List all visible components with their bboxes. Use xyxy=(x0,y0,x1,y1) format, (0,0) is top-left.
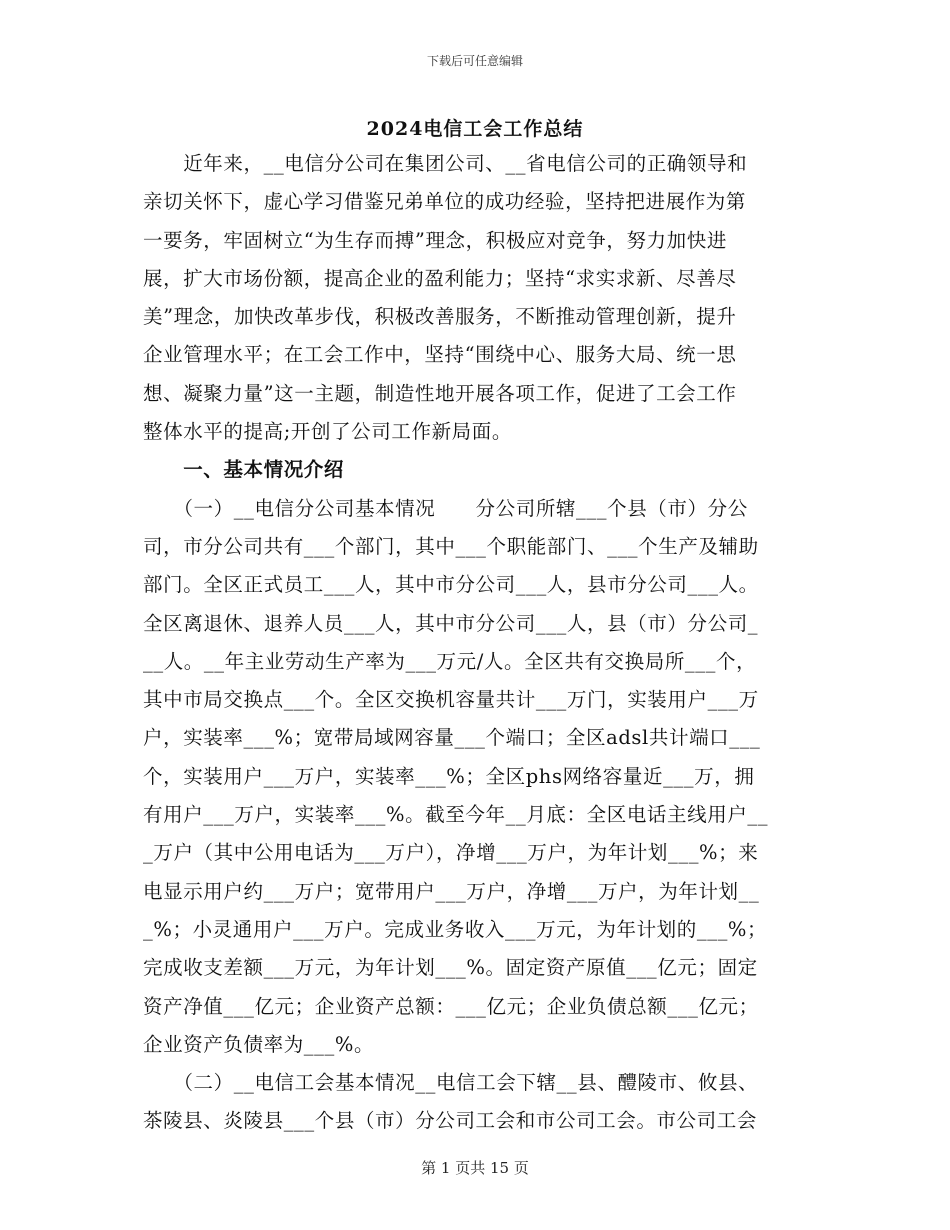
body-text-line: 展，扩大市场份额，提高企业的盈利能力；坚持“求实求新、尽善尽 xyxy=(143,266,737,290)
body-text-line: 部门。全区正式员工___人，其中市分公司___人，县市分公司___人。 xyxy=(143,573,759,597)
body-text-line: 整体水平的提高;开创了公司工作新局面。 xyxy=(143,420,512,444)
body-text-line: 亲切关怀下，虚心学习借鉴兄弟单位的成功经验，坚持把进展作为第 xyxy=(143,190,747,214)
body-text-line: 个，实装用户___万户，实装率___%；全区phs网络容量近___万，拥 xyxy=(143,764,755,788)
body-text-line: 有用户___万户，实装率___%。截至今年__月底：全区电话主线用户__ xyxy=(143,803,769,827)
header-note: 下载后可任意编辑 xyxy=(426,54,523,68)
body-text-line: 近年来，__电信分公司在集团公司、__省电信公司的正确领导和 xyxy=(143,152,748,175)
body-text-line: 司，市分公司共有___个部门，其中___个职能部门、___个生产及辅助 xyxy=(143,534,759,558)
body-text-line: 全区离退休、退养人员___人，其中市分公司___人，县（市）分公司_ xyxy=(143,611,759,635)
body-text-line: 一要务，牢固树立“为生存而搏”理念，积极应对竞争，努力加快进 xyxy=(143,228,727,252)
body-text-line: 企业资产负债率为___%。 xyxy=(143,1032,375,1056)
body-text-line: 想、凝聚力量”这一主题，制造性地开展各项工作，促进了工会工作 xyxy=(143,381,737,405)
body-text-line: （一）__电信分公司基本情况 分公司所辖___个县（市）分公 xyxy=(143,496,748,520)
section-heading: 一、基本情况介绍 xyxy=(143,458,345,482)
body-text-line: 茶陵县、炎陵县___个县（市）分公司工会和市公司工会。市公司工会 xyxy=(143,1109,757,1133)
body-text-line: 完成收支差额___万元，为年计划___%。固定资产原值___亿元；固定 xyxy=(143,956,758,980)
body-text-line: _万户（其中公用电话为___万户），净增___万户，为年计划___%；来 xyxy=(143,841,759,865)
body-text-line: （二）__电信工会基本情况__电信工会下辖__县、醴陵市、攸县、 xyxy=(143,1071,759,1095)
document-title: 2024电信工会工作总结 xyxy=(366,118,584,140)
page-footer: 第 1 页共 15 页 xyxy=(421,1159,529,1177)
document-body xyxy=(143,145,811,1141)
body-text-line: 企业管理水平；在工会工作中，坚持“围绕中心、服务大局、统一思 xyxy=(143,343,737,367)
body-text-line: 资产净值___亿元；企业资产总额：___亿元；企业负债总额___亿元； xyxy=(143,994,759,1018)
body-text-line: 美”理念，加快改革步伐，积极改善服务，不断推动管理创新，提升 xyxy=(143,305,737,329)
body-text-line: 电显示用户约___万户；宽带用户___万户，净增___万户，为年计划__ xyxy=(143,879,760,903)
body-text-line: 其中市局交换点___个。全区交换机容量共计___万门，实装用户___万 xyxy=(143,688,759,712)
body-text-line: 户，实装率___%；宽带局域网容量___个端口；全区adsl共计端口___ xyxy=(143,726,761,750)
body-text-line: __人。__年主业劳动生产率为___万元/人。全区共有交换局所___个， xyxy=(143,649,757,673)
body-text-line: _%；小灵通用户___万户。完成业务收入___万元，为年计划的___%； xyxy=(143,917,768,941)
